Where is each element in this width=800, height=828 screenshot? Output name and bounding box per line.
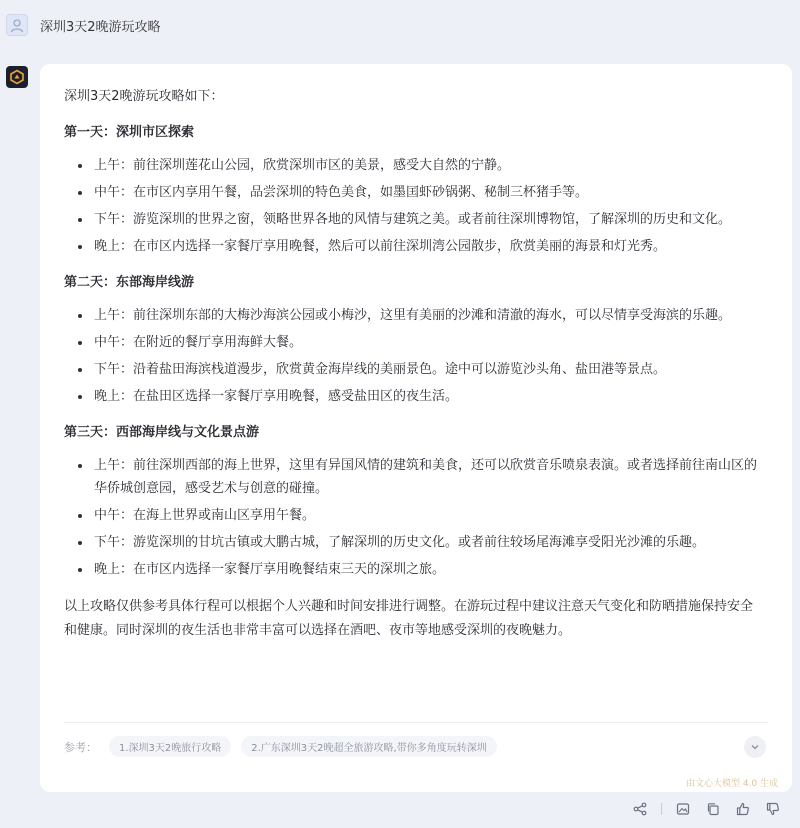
answer-summary: 以上攻略仅供参考具体行程可以根据个人兴趣和时间安排进行调整。在游玩过程中建议注意天气变化和防晒措施保持安全和健康。同时深圳的夜生活也非常丰富可以选择在酒吧、夜市等地感受深圳的夜晚魅力。	[64, 599, 754, 638]
thumbs-down-icon	[766, 802, 780, 816]
chevron-down-icon	[750, 742, 760, 752]
assistant-logo-icon	[6, 66, 28, 88]
divider	[64, 722, 768, 723]
list-item: 晚上：在市区内选择一家餐厅享用晚餐结束三天的深圳之旅。	[64, 558, 768, 581]
thumbs-down-button[interactable]	[764, 800, 782, 818]
day-2-title: 第二天：东部海岸线游	[64, 275, 195, 290]
day-3-title: 第三天：西部海岸线与文化景点游	[64, 425, 260, 440]
answer-intro: 深圳3天2晚游玩攻略如下：	[64, 89, 224, 104]
list-item: 晚上：在市区内选择一家餐厅享用晚餐，然后可以前往深圳湾公园散步，欣赏美丽的海景和灯光秀。	[64, 235, 768, 258]
expand-references-button[interactable]	[744, 736, 766, 758]
list-item: 下午：游览深圳的甘坑古镇或大鹏古城，了解深圳的历史文化。或者前往较场尾海滩享受阳光沙滩的乐趣。	[64, 531, 768, 554]
share-button[interactable]	[631, 800, 649, 818]
copy-icon	[706, 802, 720, 816]
generated-by-watermark: 由文心大模型 4.0 生成	[685, 779, 778, 789]
list-item: 上午：前往深圳东部的大梅沙海滨公园或小梅沙，这里有美丽的沙滩和清澈的海水，可以尽情享受海滨的乐趣。	[64, 304, 768, 327]
image-icon	[676, 802, 690, 816]
answer-card	[40, 64, 792, 792]
references	[64, 736, 507, 757]
day-3-list	[64, 454, 768, 581]
answer-actions	[619, 800, 782, 818]
list-item: 下午：沿着盐田海滨栈道漫步，欣赏黄金海岸线的美丽景色。途中可以游览沙头角、盐田港等景点。	[64, 358, 768, 381]
separator	[661, 803, 662, 815]
day-1-list	[64, 154, 768, 258]
user-icon	[6, 14, 28, 36]
day-2-list	[64, 304, 768, 408]
reference-link[interactable]: 1.深圳3天2晚旅行攻略	[109, 736, 231, 757]
image-button[interactable]	[674, 800, 692, 818]
user-query-text: 深圳3天2晚游玩攻略	[40, 19, 161, 35]
list-item: 上午：前往深圳莲花山公园，欣赏深圳市区的美景，感受大自然的宁静。	[64, 154, 768, 177]
references-label: 参考：	[64, 740, 97, 754]
copy-button[interactable]	[704, 800, 722, 818]
list-item: 晚上：在盐田区选择一家餐厅享用晚餐，感受盐田区的夜生活。	[64, 385, 768, 408]
user-message	[6, 14, 161, 36]
list-item: 中午：在市区内享用午餐，品尝深圳的特色美食，如墨囯虾砂锅粥、秘制三杯猪手等。	[64, 181, 768, 204]
list-item: 下午：游览深圳的世界之窗，领略世界各地的风情与建筑之美。或者前往深圳博物馆，了解深圳的历史和文化。	[64, 208, 768, 231]
thumbs-up-button[interactable]	[734, 800, 752, 818]
list-item: 中午：在海上世界或南山区享用午餐。	[64, 504, 768, 527]
list-item: 中午：在附近的餐厅享用海鲜大餐。	[64, 331, 768, 354]
thumbs-up-icon	[736, 802, 750, 816]
reference-link[interactable]: 2.广东深圳3天2晚超全旅游攻略,带你多角度玩转深圳	[241, 736, 496, 757]
list-item: 上午：前往深圳西部的海上世界，这里有异国风情的建筑和美食，还可以欣赏音乐喷泉表演。或者选择前往南山区的华侨城创意园，感受艺术与创意的碰撞。	[64, 454, 768, 500]
day-1-title: 第一天：深圳市区探索	[64, 125, 195, 140]
share-icon	[633, 802, 647, 816]
